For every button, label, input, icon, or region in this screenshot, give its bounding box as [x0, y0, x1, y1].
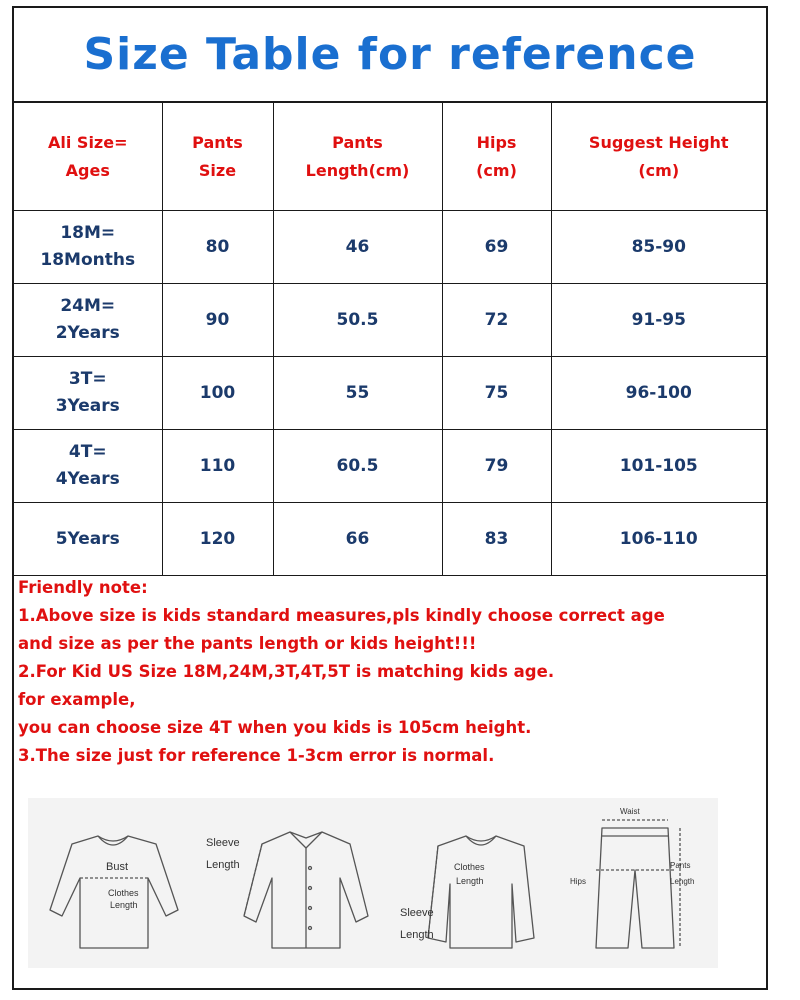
size-chart-frame [12, 6, 768, 990]
note-line: you can choose size 4T when you kids is 105cm height. [18, 718, 532, 737]
label-length: Length [670, 877, 695, 886]
cell-hips: 69 [442, 211, 551, 284]
garment-illustrations [28, 798, 718, 968]
note-line: 3.The size just for reference 1-3cm error is normal. [18, 746, 495, 765]
header-hips: Hips (cm) [442, 103, 551, 211]
cell-length: 60.5 [273, 430, 442, 503]
sweatshirt-drawing [428, 836, 534, 948]
note-line: and size as per the pants length or kids height!!! [18, 634, 477, 653]
header-suggest-height: Suggest Height (cm) [551, 103, 766, 211]
cell-hips: 83 [442, 503, 551, 576]
cell-age: 3T= 3Years [14, 357, 162, 430]
note-heading: Friendly note: [18, 578, 148, 597]
cell-pants-size: 100 [162, 357, 273, 430]
cell-hips: 79 [442, 430, 551, 503]
cell-height: 91-95 [551, 284, 766, 357]
label-length: Length [400, 929, 434, 941]
label-length: Length [206, 859, 240, 871]
note-line: 2.For Kid US Size 18M,24M,3T,4T,5T is matching kids age. [18, 662, 555, 681]
label-clothes: Clothes [108, 888, 139, 898]
cell-age: 5Years [14, 503, 162, 576]
table-header-row [14, 103, 766, 211]
header-pants-length: Pants Length(cm) [273, 103, 442, 211]
label-length: Length [456, 876, 484, 886]
cell-length: 46 [273, 211, 442, 284]
table-row [14, 430, 766, 503]
note-line: for example, [18, 690, 136, 709]
table-row [14, 211, 766, 284]
shirt-drawing [244, 832, 368, 948]
label-clothes: Clothes [454, 862, 485, 872]
cell-height: 101-105 [551, 430, 766, 503]
cell-pants-size: 80 [162, 211, 273, 284]
label-bust: Bust [106, 861, 129, 873]
friendly-notes [18, 574, 762, 770]
cell-pants-size: 110 [162, 430, 273, 503]
label-waist: Waist [620, 807, 640, 816]
cell-age: 4T= 4Years [14, 430, 162, 503]
note-line: 1.Above size is kids standard measures,pls kindly choose correct age [18, 606, 665, 625]
size-table [14, 103, 766, 576]
page-title: Size Table for reference [14, 8, 766, 103]
pants-drawing [596, 820, 680, 948]
header-pants-size: Pants Size [162, 103, 273, 211]
cell-length: 55 [273, 357, 442, 430]
label-sleeve: Sleeve [206, 837, 240, 849]
cell-hips: 72 [442, 284, 551, 357]
cell-pants-size: 90 [162, 284, 273, 357]
table-row [14, 357, 766, 430]
cell-hips: 75 [442, 357, 551, 430]
cell-length: 66 [273, 503, 442, 576]
label-pants: Pants [670, 861, 691, 870]
cell-age: 24M= 2Years [14, 284, 162, 357]
cell-height: 106-110 [551, 503, 766, 576]
cell-pants-size: 120 [162, 503, 273, 576]
header-ali-size: Ali Size= Ages [14, 103, 162, 211]
table-row [14, 284, 766, 357]
label-sleeve: Sleeve [400, 907, 434, 919]
cell-height: 85-90 [551, 211, 766, 284]
label-length: Length [110, 900, 138, 910]
cell-length: 50.5 [273, 284, 442, 357]
table-row [14, 503, 766, 576]
measurement-diagrams [28, 798, 718, 968]
label-hips: Hips [570, 877, 587, 886]
cell-height: 96-100 [551, 357, 766, 430]
cell-age: 18M= 18Months [14, 211, 162, 284]
